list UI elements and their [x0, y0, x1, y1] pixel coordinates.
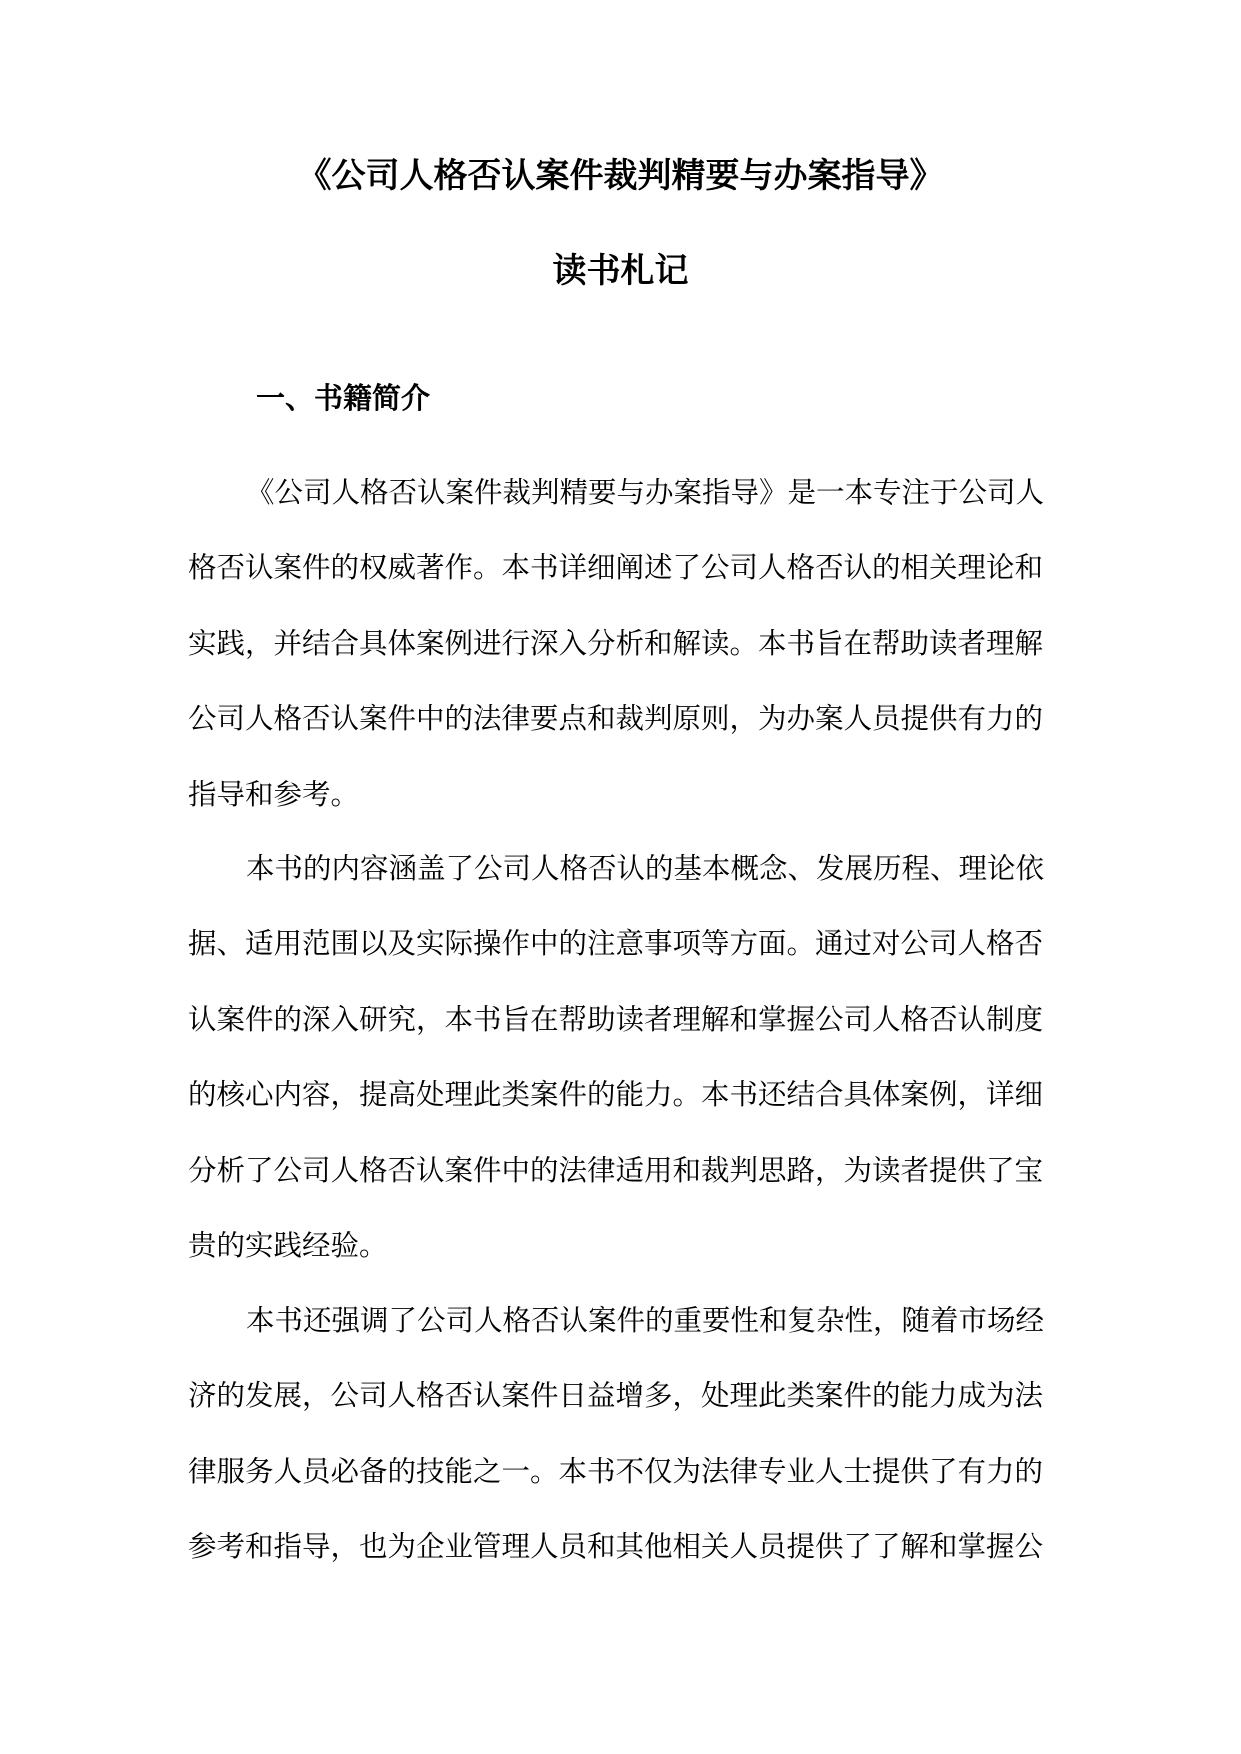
- paragraph-line: 公司人格否认案件中的法律要点和裁判原则，为办案人员提供有力的: [188, 702, 1044, 736]
- paragraph-line: 的核心内容，提高处理此类案件的能力。本书还结合具体案例，详细: [188, 1078, 1044, 1112]
- paragraph-1: [188, 455, 1050, 832]
- paragraph-line: 济的发展，公司人格否认案件日益增多，处理此类案件的能力成为法: [188, 1379, 1044, 1413]
- paragraph-line: 律服务人员必备的技能之一。本书不仅为法律专业人士提供了有力的: [188, 1454, 1044, 1488]
- paragraph-line: 实践，并结合具体案例进行深入分析和解读。本书旨在帮助读者理解: [188, 626, 1044, 660]
- document-title-line-2: 读书札记: [552, 251, 689, 291]
- section-heading: 一、书籍简介: [256, 381, 431, 415]
- paragraph-line: 分析了公司人格否认案件中的法律适用和裁判思路，为读者提供了宝: [188, 1153, 1044, 1187]
- paragraph-line: 本书还强调了公司人格否认案件的重要性和复杂性，随着市场经: [246, 1304, 1045, 1337]
- paragraph-line: 本书的内容涵盖了公司人格否认的基本概念、发展历程、理论依: [246, 852, 1045, 885]
- paragraph-line: 参考和指导，也为企业管理人员和其他相关人员提供了了解和掌握公: [188, 1530, 1044, 1564]
- paragraph-line: 指导和参考。: [188, 777, 360, 811]
- paragraph-line: 认案件的深入研究，本书旨在帮助读者理解和掌握公司人格否认制度: [188, 1002, 1044, 1036]
- paragraph-3: [188, 1283, 1050, 1585]
- paragraph-2: [188, 831, 1050, 1283]
- paragraph-line: 据、适用范围以及实际操作中的注意事项等方面。通过对公司人格否: [188, 927, 1044, 961]
- document-title-line-1: 《公司人格否认案件裁判精要与办案指导》: [297, 156, 944, 196]
- paragraph-line: 格否认案件的权威著作。本书详细阐述了公司人格否认的相关理论和: [188, 551, 1044, 585]
- paragraph-line: 《公司人格否认案件裁判精要与办案指导》是一本专注于公司人: [246, 476, 1045, 509]
- paragraph-line: 贵的实践经验。: [188, 1228, 388, 1262]
